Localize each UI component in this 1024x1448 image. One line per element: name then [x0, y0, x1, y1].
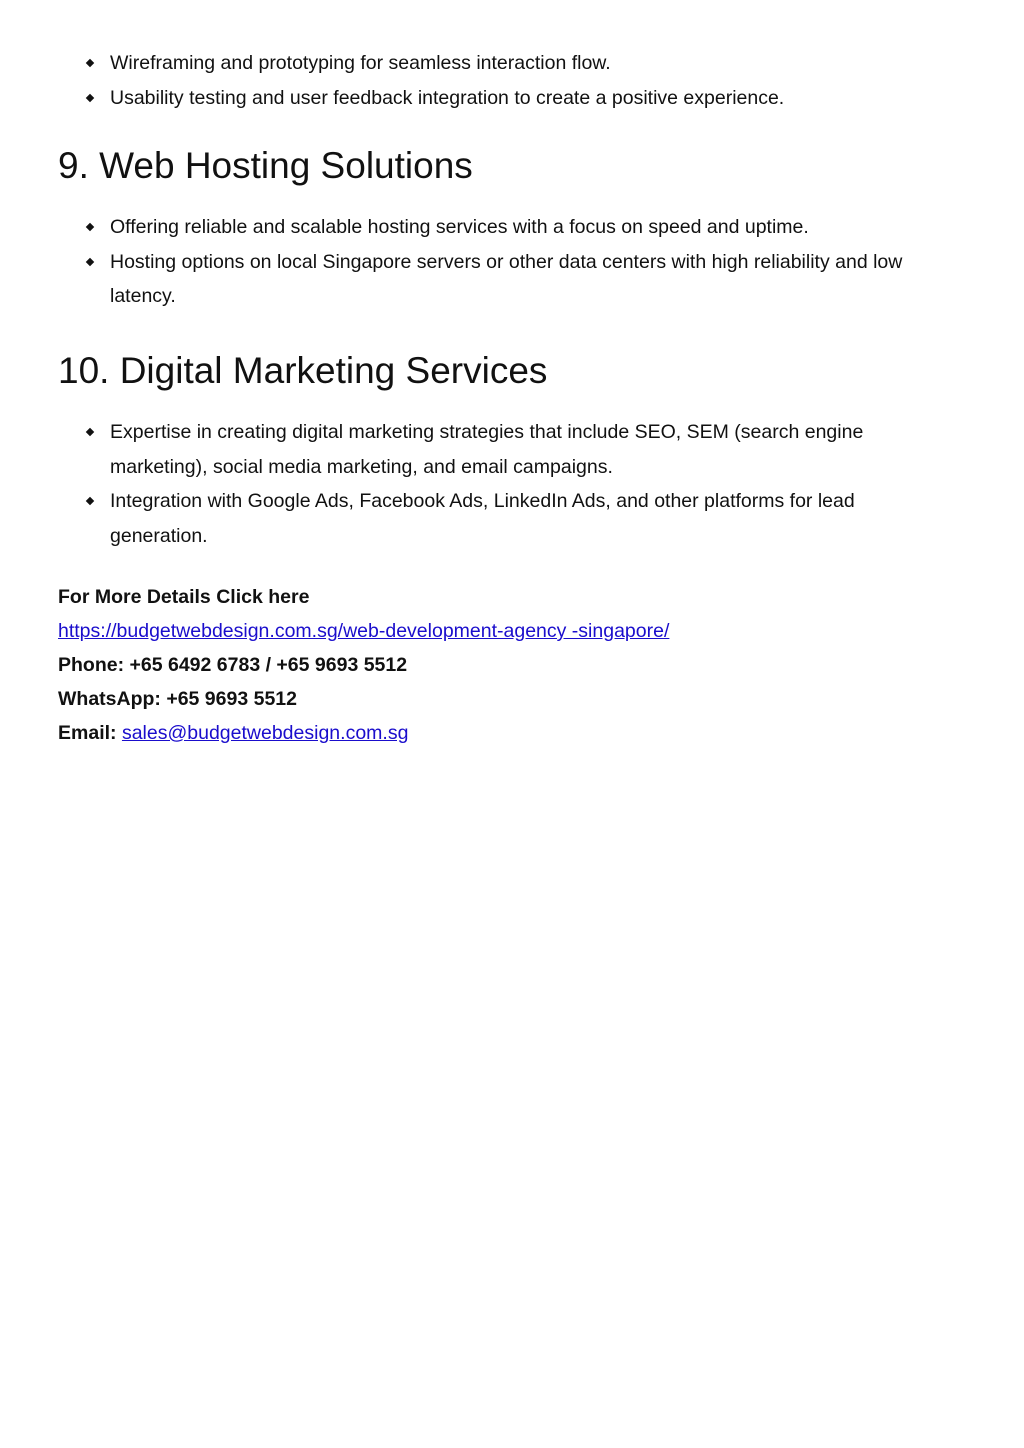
- list-item: [0, 484, 1024, 553]
- details-row: [58, 580, 669, 614]
- contact-block: [58, 580, 669, 750]
- diamond-bullet-icon: [86, 257, 94, 265]
- list-item-text: Offering reliable and scalable hosting services with a focus on speed and uptime.: [110, 216, 809, 238]
- list-item-text: Hosting options on local Singapore servers or other data centers with high reliability and low latency.: [110, 250, 903, 307]
- list-item-text: Usability testing and user feedback integration to create a positive experience.: [110, 86, 785, 109]
- diamond-bullet-icon: [86, 428, 94, 436]
- ux-feature-list: [0, 46, 1024, 115]
- whatsapp-row: [58, 682, 669, 716]
- list-item: [0, 245, 1024, 314]
- list-item-text: Integration with Google Ads, Facebook Ads, LinkedIn Ads, and other platforms for lead generation.: [110, 490, 855, 547]
- whatsapp-line: WhatsApp: +65 9693 5512: [58, 688, 297, 710]
- list-item-text: Wireframing and prototyping for seamless interaction flow.: [110, 52, 611, 74]
- diamond-bullet-icon: [86, 497, 94, 505]
- marketing-feature-list: [0, 415, 1024, 553]
- diamond-bullet-icon: [86, 59, 94, 67]
- diamond-bullet-icon: [86, 93, 94, 101]
- hosting-feature-list: [0, 210, 1024, 314]
- email-label: Email:: [58, 722, 117, 744]
- phone-row: [58, 648, 669, 682]
- marketing-heading: 10. Digital Marketing Services: [58, 350, 548, 391]
- list-item: [0, 210, 1024, 245]
- list-item-text: Expertise in creating digital marketing strategies that include SEO, SEM (search engine marketing), social media marketing, and email campaigns.: [110, 421, 864, 478]
- details-label: For More Details Click here: [58, 586, 310, 608]
- email-link[interactable]: sales@budgetwebdesign.com.sg: [121, 722, 409, 744]
- phone-line: Phone: +65 6492 6783 / +65 9693 5512: [58, 654, 408, 676]
- url-row: [58, 614, 669, 648]
- website-link[interactable]: https://budgetwebdesign.com.sg/web-development-agency -singapore/: [58, 620, 670, 642]
- email-row: [58, 716, 669, 750]
- list-item: [0, 46, 1024, 81]
- list-item: [0, 415, 1024, 484]
- list-item: [0, 81, 1024, 116]
- hosting-heading: 9. Web Hosting Solutions: [58, 145, 473, 186]
- diamond-bullet-icon: [86, 223, 94, 231]
